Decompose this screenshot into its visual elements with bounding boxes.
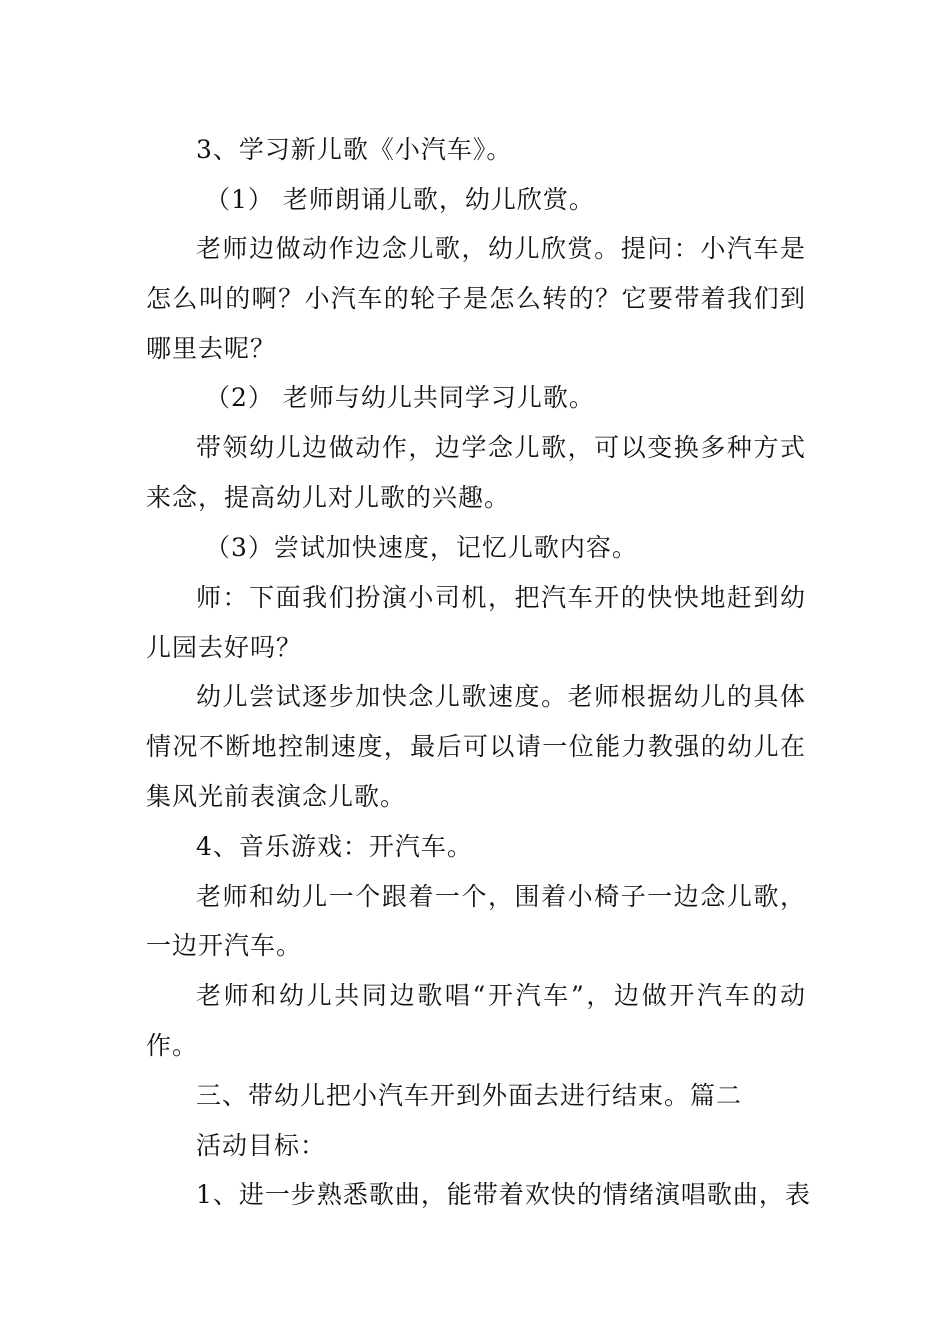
text-line: 老师和幼儿一个跟着一个，围着小椅子一边念儿歌， <box>196 882 806 911</box>
text-line: （2） 老师与幼儿共同学习儿歌。 <box>205 383 595 412</box>
text-line: 带领幼儿边做动作，边学念儿歌，可以变换多种方式 <box>196 433 806 462</box>
text-line: 怎么叫的啊？小汽车的轮子是怎么转的？它要带着我们到 <box>146 284 806 313</box>
text-line: 情况不断地控制速度，最后可以请一位能力教强的幼儿在 <box>146 732 806 761</box>
text-line: 哪里去呢？ <box>146 334 277 363</box>
text-line: 集风光前表演念儿歌。 <box>146 782 407 811</box>
text-line: 师：下面我们扮演小司机，把汽车开的快快地赶到幼 <box>196 583 806 612</box>
text-line: 幼儿尝试逐步加快念儿歌速度。老师根据幼儿的具体 <box>196 682 806 711</box>
text-line: 一边开汽车。 <box>146 931 303 960</box>
text-line: 来念，提高幼儿对儿歌的兴趣。 <box>146 483 511 512</box>
text-line: 活动目标： <box>196 1131 327 1160</box>
text-line: 1、进一步熟悉歌曲，能带着欢快的情绪演唱歌曲，表 <box>196 1180 811 1209</box>
text-line: 儿园去好吗？ <box>146 633 303 662</box>
text-line: 作。 <box>146 1031 199 1060</box>
text-line: 3、学习新儿歌《小汽车》。 <box>196 135 513 164</box>
text-line: 老师和幼儿共同边歌唱“开汽车”，边做开汽车的动 <box>196 981 806 1010</box>
text-line: （3）尝试加快速度，记忆儿歌内容。 <box>205 533 638 562</box>
text-line: 4、音乐游戏：开汽车。 <box>196 832 473 861</box>
text-line: 老师边做动作边念儿歌，幼儿欣赏。提问：小汽车是 <box>196 234 806 263</box>
text-line: （1） 老师朗诵儿歌，幼儿欣赏。 <box>205 185 595 214</box>
text-line: 三、带幼儿把小汽车开到外面去进行结束。篇二 <box>196 1081 743 1110</box>
